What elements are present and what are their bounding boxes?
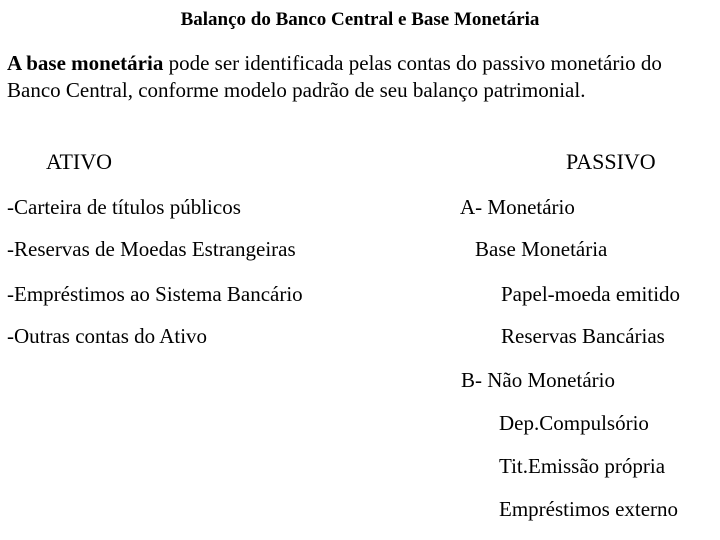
ativo-item-carteira: -Carteira de títulos públicos (7, 195, 241, 219)
intro-bold-term: A base monetária (7, 51, 164, 75)
ativo-item-reservas: -Reservas de Moedas Estrangeiras (7, 237, 296, 261)
passivo-base-monetaria: Base Monetária (475, 237, 608, 261)
passivo-monetario: A- Monetário (460, 195, 575, 219)
ativo-item-emprestimos: -Empréstimos ao Sistema Bancário (7, 282, 303, 306)
passivo-dep-compulsorio: Dep.Compulsório (499, 411, 649, 435)
ativo-item-outras: -Outras contas do Ativo (7, 324, 208, 348)
intro-text: pode ser identificada pelas contas do passivo monetário do Banco Central, conforme modelo padrão de seu balanço patrimonial. (7, 51, 662, 102)
passivo-tit-emissao: Tit.Emissão própria (499, 454, 666, 478)
ativo-header: ATIVO (46, 149, 112, 174)
passivo-reservas-bancarias: Reservas Bancárias (501, 324, 665, 348)
passivo-emprestimos-externo: Empréstimos externo (499, 497, 679, 521)
passivo-papel-moeda: Papel-moeda emitido (501, 282, 681, 306)
passivo-nao-monetario: B- Não Monetário (461, 368, 615, 392)
page-title: Balanço do Banco Central e Base Monetária (180, 9, 540, 30)
passivo-header: PASSIVO (566, 149, 656, 174)
intro-paragraph (7, 50, 707, 104)
